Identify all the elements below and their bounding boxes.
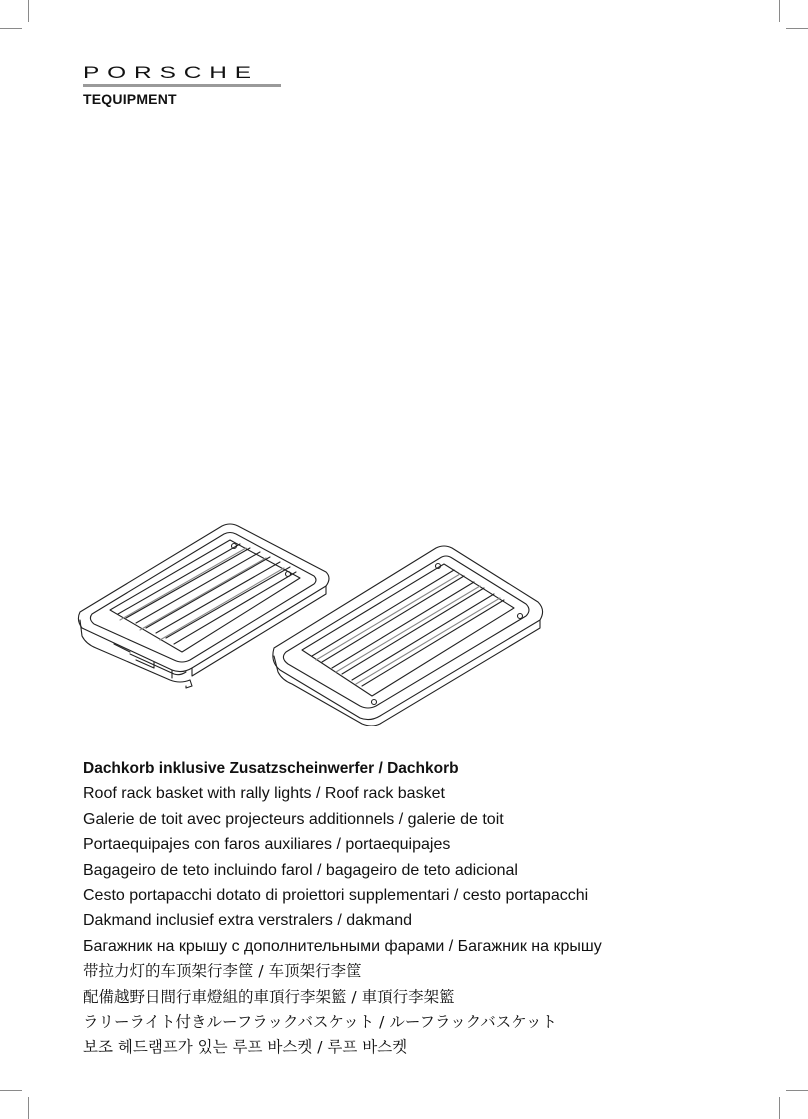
crop-mark-bottom-right-vertical	[779, 1097, 780, 1119]
crop-mark-top-left-vertical	[28, 0, 29, 22]
crop-mark-bottom-right	[786, 1090, 808, 1091]
title-es: Portaequipajes con faros auxiliares / portaequipajes	[83, 836, 451, 854]
title-zh-hans: 带拉力灯的车顶架行李筐 / 车顶架行李筐	[83, 962, 362, 981]
product-titles	[83, 756, 783, 1061]
right-basket-drawing	[273, 546, 543, 726]
roof-rack-illustration	[74, 520, 554, 726]
title-it: Cesto portapacchi dotato di proiettori supplementari / cesto portapacchi	[83, 887, 589, 905]
crop-mark-top-right-vertical	[779, 0, 780, 22]
crop-mark-top-left	[0, 28, 22, 29]
title-ko: 보조 헤드램프가 있는 루프 바스켓 / 루프 바스켓	[83, 1038, 408, 1057]
crop-mark-top-right	[786, 28, 808, 29]
porsche-logo-text: PORSCHE	[83, 63, 259, 82]
crop-mark-bottom-left	[0, 1090, 22, 1091]
title-en: Roof rack basket with rally lights / Roof rack basket	[83, 785, 445, 803]
brand-rule	[83, 84, 281, 87]
porsche-logo	[83, 62, 261, 82]
crop-mark-bottom-left-vertical	[28, 1097, 29, 1119]
title-nl: Dakmand inclusief extra verstralers / dakmand	[83, 912, 413, 930]
brand-header	[83, 62, 283, 87]
title-ru: Багажник на крышу с дополнительными фарами / Багажник на крышу	[83, 937, 602, 955]
title-pt: Bagageiro de teto incluindo farol / bagageiro de teto adicional	[83, 861, 518, 879]
brand-subtitle: TEQUIPMENT	[83, 91, 177, 107]
title-ja: ラリーライト付きルーフラックバスケット / ルーフラックバスケット	[83, 1013, 558, 1032]
title-de: Dachkorb inklusive Zusatzscheinwerfer / Dachkorb	[83, 760, 459, 777]
left-basket-drawing	[78, 524, 329, 688]
title-zh-hant: 配備越野日間行車燈組的車頂行李架籃 / 車頂行李架籃	[83, 987, 455, 1006]
title-fr: Galerie de toit avec projecteurs additionnels / galerie de toit	[83, 810, 504, 828]
